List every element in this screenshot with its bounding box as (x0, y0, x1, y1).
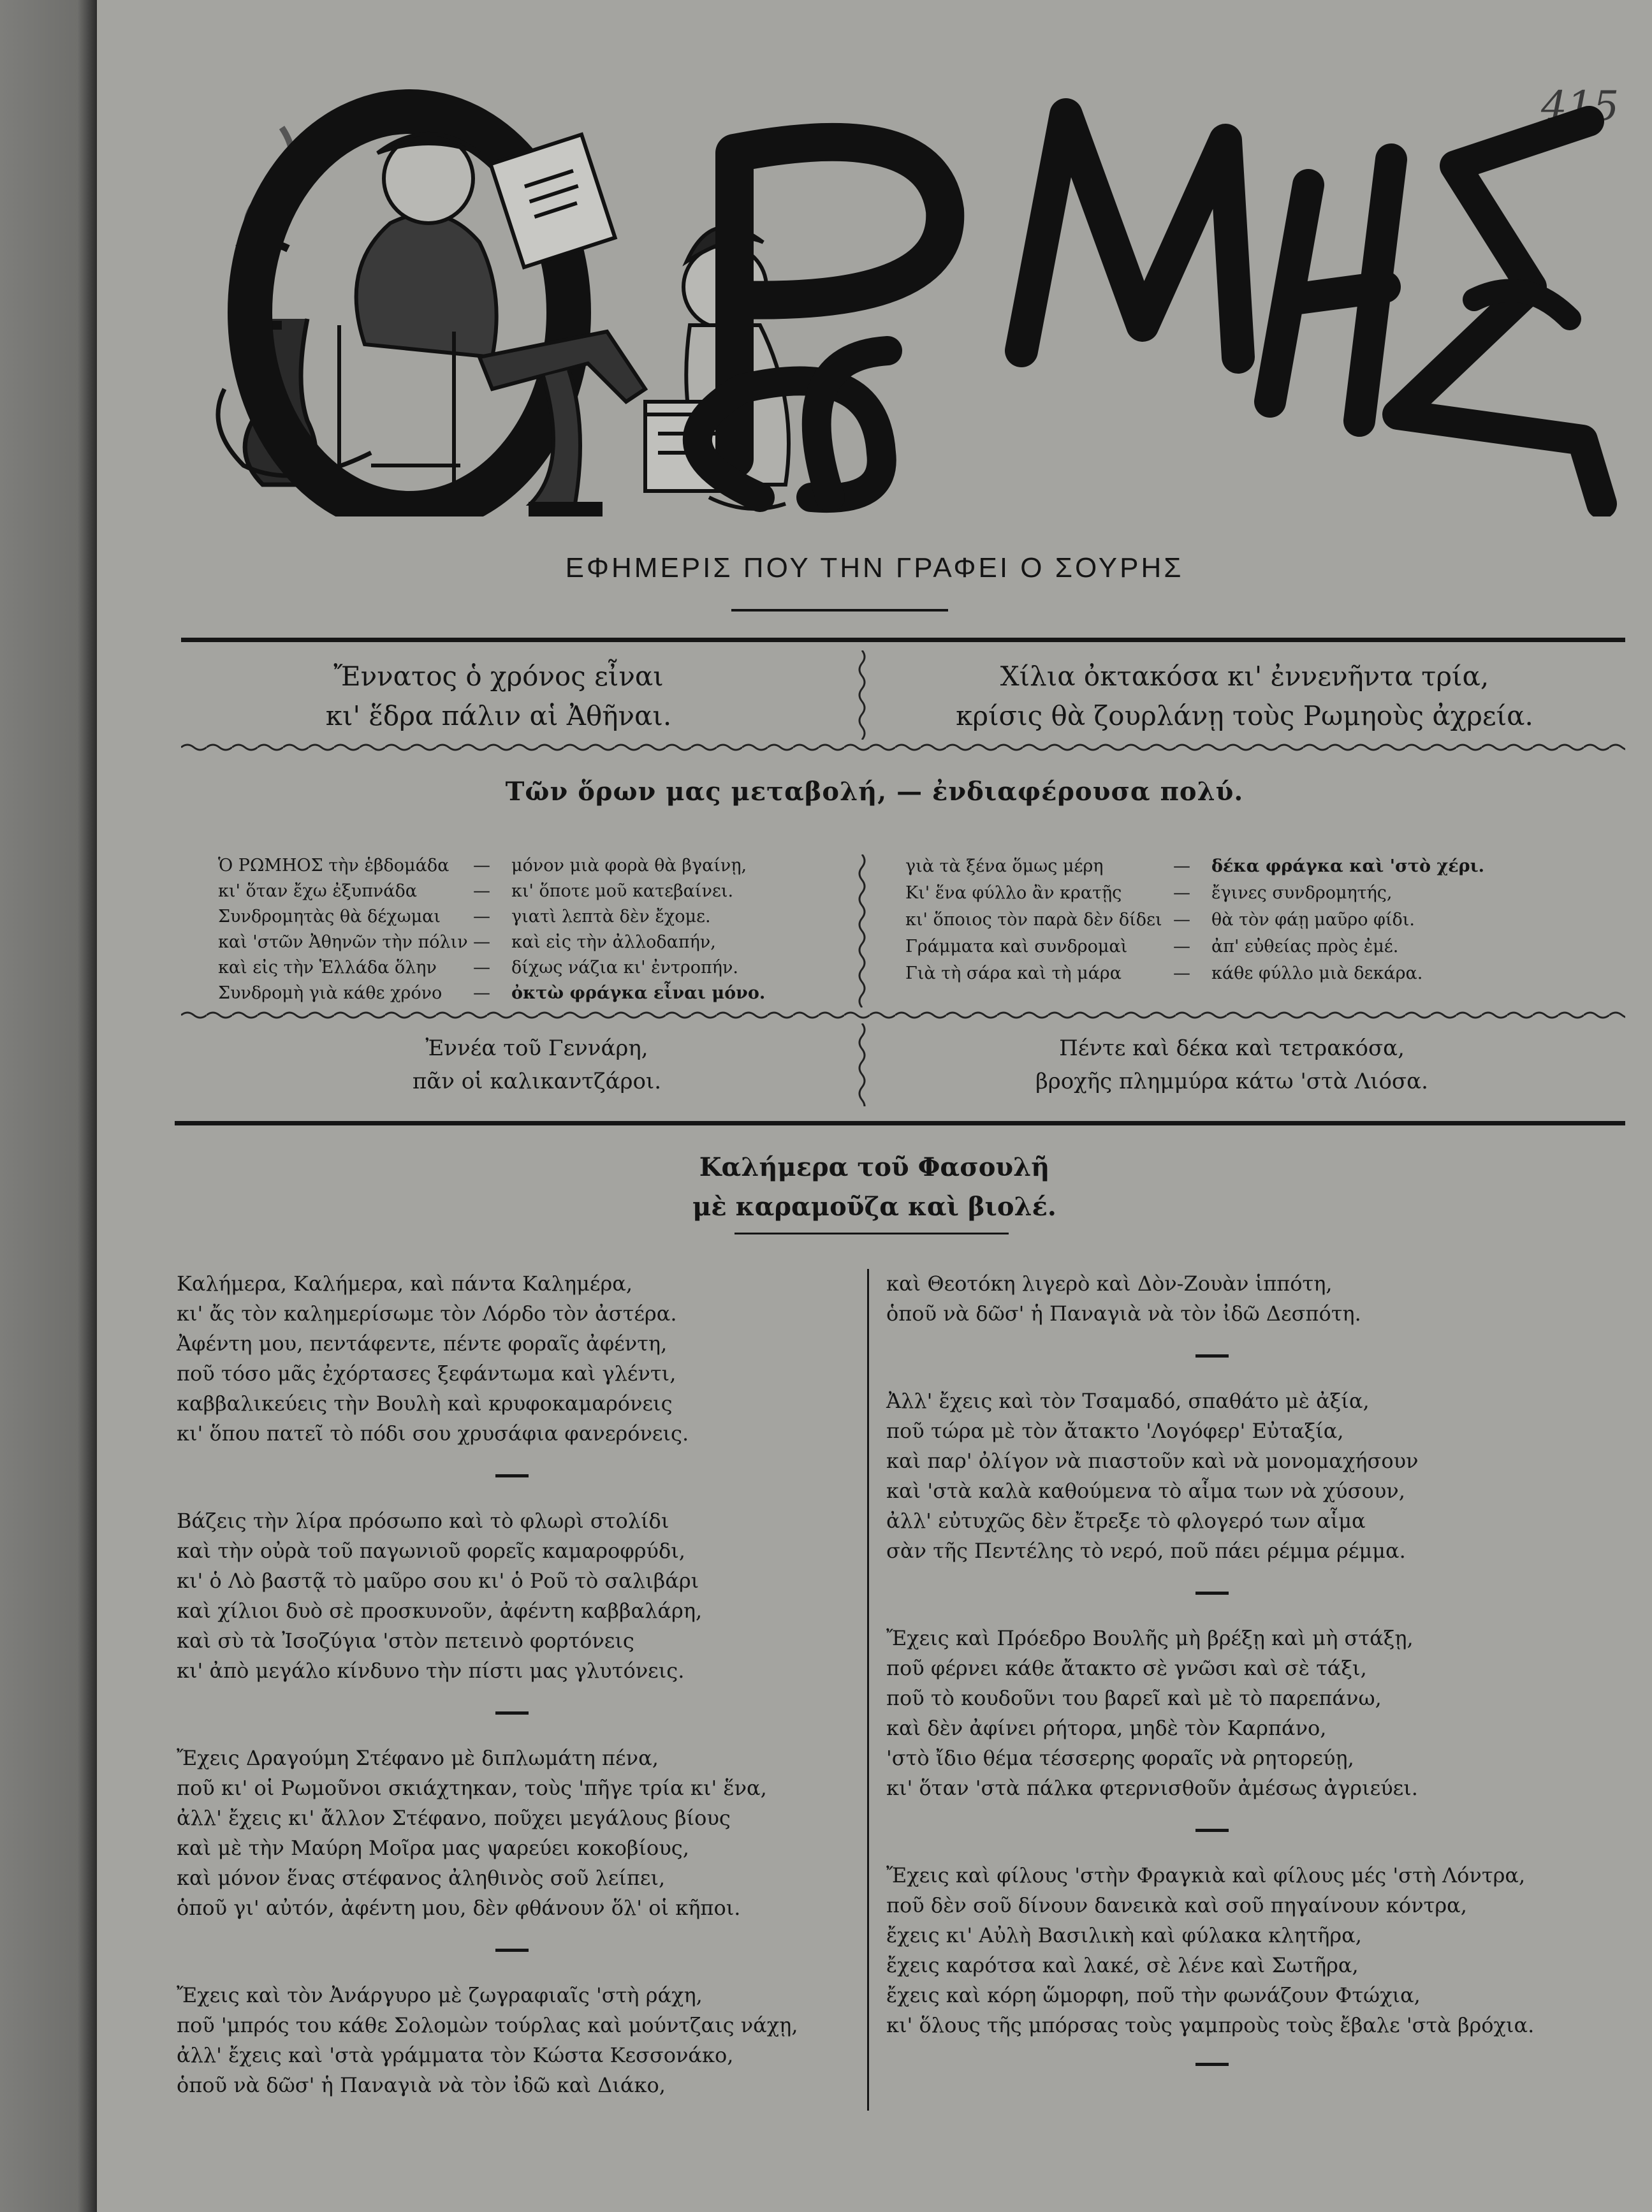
terms-right-row: Γράμματα καὶ συνδρομαὶ — ἀπ' εὐθείας πρὸς ἐμέ. (905, 937, 1399, 956)
article-column-separator (867, 1269, 869, 2111)
article-title-line-2: μὲ καραμοῦζα καὶ βιολέ. (692, 1192, 1056, 1222)
epigraph-left (237, 657, 760, 736)
terms-left-row: καὶ 'στῶν Ἀθηνῶν τὴν πόλιν — καὶ εἰς τὴν ἀλλοδαπήν, (218, 932, 716, 952)
column-divider-2 (856, 854, 868, 1007)
terms-right-row: γιὰ τὰ ξένα ὅμως μέρη — δέκα φράγκα καὶ 'στὸ χέρι. (905, 856, 1485, 876)
stanza: Ἔχεις καὶ τὸν Ἀνάργυρο μὲ ζωγραφιαῖς 'στὴ ράχη, ποῦ 'μπρός του κάθε Σολομὼν τούρλας καὶ μούντζαις νάχῃ, ἀλλ' ἔχεις καὶ 'στὰ γράμματα τὸν Κώστα Κεσσονάκο, ὁποῦ νὰ δῶσ' ἡ Παναγιὰ νὰ τὸν ἰδῶ καὶ Διάκο, (177, 1983, 798, 2097)
date-left-line-2: πᾶν οἱ καλικαντζάροι. (412, 1069, 662, 1094)
terms-right-row: Κι' ἕνα φύλλο ἂν κρατῇς — ἔγινες συνδρομητής, (905, 883, 1393, 903)
epigraph-right (888, 657, 1602, 736)
article-column-left (177, 1269, 852, 2100)
top-double-rule (181, 638, 1625, 642)
column-divider-1 (856, 650, 868, 740)
stanza: Καλήμερα, Καλήμερα, καὶ πάντα Καλημέρα, κι' ἄς τὸν καλημερίσωμε τὸν Λόρδο τὸν ἀστέρα. Ἀφέντη μου, πεντάφεντε, πέντε φοραῖς ἀφέντη, ποῦ τόσο μᾶς ἐχόρτασες ξεφάντωμα καὶ γλέντι, καββαλικεύεις τὴν Βουλὴ καὶ κρυφοκαμαρόνεις κι' ὅπου πατεῖ τὸ πόδι σου χρυσάφια φανερόνεις. (177, 1271, 689, 1446)
stanza: Ἀλλ' ἔχεις καὶ τὸν Τσαμαδό, σπαθάτο μὲ ἀξία, ποῦ τώρα μὲ τὸν ἄτακτο 'Λογόφερ' Εὐταξία, καὶ παρ' ὀλίγον νὰ πιαστοῦν καὶ νὰ μονομαχήσουν καὶ 'στὰ καλὰ καθούμενα τὸ αἷμα των νὰ χύσουν, ἀλλ' εὐτυχῶς δὲν ἔτρεξε τὸ φλογερό των αἷμα σὰν τῆς Πεντέλης τὸ νερό, ποῦ πάει ρέμμα ρέμμα. (886, 1389, 1419, 1563)
terms-left-row: κι' ὅταν ἔχω ἐξυπνάδα — κι' ὅποτε μοῦ κατεβαίνει. (218, 881, 734, 901)
wavy-rule-2 (181, 1009, 1625, 1021)
terms-right-row: κι' ὅποιος τὸν παρὰ δὲν δίδει — θὰ τὸν φάῃ μαῦρο φίδι. (905, 910, 1415, 930)
date-right-line-1: Πέντε καὶ δέκα καὶ τετρακόσα, (1059, 1036, 1405, 1061)
terms-left-row: Ὁ ΡΩΜΗΟΣ τὴν ἑβδομάδα — μόνον μιὰ φορὰ θὰ βγαίνῃ, (218, 856, 747, 875)
book-spine-shadow (0, 0, 97, 2212)
terms-heading: Τῶν ὅρων μας μεταβολή, — ἐνδιαφέρουσα πολύ. (505, 777, 1244, 807)
terms-left (218, 853, 856, 1006)
stanza: Βάζεις τὴν λίρα πρόσωπο καὶ τὸ φλωρὶ στολίδι καὶ τὴν οὐρὰ τοῦ παγωνιοῦ φορεῖς καμαροφρύδι, κι' ὁ Λὸ βαστᾷ τὸ μαῦρο σου κι' ὁ Ροῦ τὸ σαλιβάρι καὶ χίλιοι δυὸ σὲ προσκυνοῦν, ἀφέντη καββαλάρη, καὶ σὺ τὰ Ἰσοζύγια 'στὸν πετεινὸ φορτόνεις κι' ἀπὸ μεγάλο κίνδυνο τὴν πίστι μας γλυτόνεις. (177, 1509, 703, 1683)
date-right-line-2: βροχῆς πλημμύρα κάτω 'στὰ Λιόσα. (1035, 1069, 1428, 1094)
title-underline (735, 1233, 1009, 1234)
stanza-separator (886, 1566, 1619, 1623)
terms-left-row: καὶ εἰς τὴν Ἑλλάδα ὅλην — δίχως νάζια κι' ἐντροπήν. (218, 958, 738, 978)
stanza-separator (177, 1449, 852, 1506)
masthead-illustration (97, 57, 1652, 516)
title-lettering (698, 115, 1602, 504)
subtitle-divider (731, 609, 948, 612)
stanza-separator (886, 2040, 1619, 2091)
stanza: καὶ Θεοτόκη λιγερὸ καὶ Δὸν-Ζουὰν ἱππότη, ὁποῦ νὰ δῶσ' ἡ Παναγιὰ νὰ τὸν ἰδῶ Δεσπότη. (886, 1271, 1361, 1326)
stanza-separator (177, 1923, 852, 1981)
date-left-line-1: Ἐννέα τοῦ Γεννάρη, (425, 1036, 648, 1061)
epigraph-right-line-1: Χίλια ὀκτακόσα κι' ἐννενῆντα τρία, (1000, 661, 1489, 692)
epigraph-right-line-2: κρίσις θὰ ζουρλάνῃ τοὺς Ρωμηοὺς ἀχρεία. (956, 700, 1533, 731)
column-divider-3 (856, 1023, 868, 1106)
stanza-separator (177, 1686, 852, 1743)
stanza: Ἔχεις καὶ Πρόεδρο Βουλῆς μὴ βρέξῃ καὶ μὴ στάξῃ, ποῦ φέρνει κάθε ἄτακτο σὲ γνῶσι καὶ σὲ τάξι, ποῦ τὸ κουδοῦνι του βαρεῖ καὶ μὲ τὸ παρεπάνω, καὶ δὲν ἀφίνει ρήτορα, μηδὲ τὸν Καρπάνο, 'στὸ ἴδιο θέμα τέσσερης φοραῖς νὰ ρητορεύῃ, κι' ὅταν 'στὰ πάλκα φτερνισθοῦν ἀμέσως ἀγριεύει. (886, 1626, 1418, 1800)
terms-left-row: Συνδρομητὰς θὰ δέχωμαι — γιατὶ λεπτὰ δὲν ἔχομε. (218, 907, 711, 927)
terms-right (905, 853, 1607, 987)
page-number: 415 (1541, 83, 1619, 130)
stanza: Ἔχεις καὶ φίλους 'στὴν Φραγκιὰ καὶ φίλους μές 'στὴ Λόντρα, ποῦ δὲν σοῦ δίνουν δανεικὰ καὶ σοῦ πηγαίνουν κόντρα, ἔχεις κι' Αὐλὴ Βασιλικὴ καὶ φύλακα κλητῆρα, ἔχεις καρότσα καὶ λακέ, σὲ λένε καὶ Σωτῆρα, ἔχεις καὶ κόρη ὥμορφη, ποῦ τὴν φωνάζουν Φτώχια, κι' ὅλους τῆς μπόρσας τοὺς γαμπροὺς τοὺς ἔβαλε 'στὰ βρόχια. (886, 1863, 1535, 2037)
masthead (97, 57, 1652, 516)
newspaper-page (97, 0, 1652, 2212)
article-title (97, 1148, 1652, 1227)
wavy-rule-1 (181, 742, 1625, 753)
epigraph-left-line-2: κι' ἕδρα πάλιν αἱ Ἀθῆναι. (325, 700, 672, 731)
terms-left-row: Συνδρομὴ γιὰ κάθε χρόνο — ὀκτὼ φράγκα εἶναι μόνο. (218, 983, 766, 1003)
section-rule (175, 1121, 1625, 1125)
date-right (945, 1032, 1519, 1098)
stanza: Ἔχεις Δραγούμη Στέφανο μὲ διπλωμάτη πένα, ποῦ κι' οἱ Ρωμοῦνοι σκιάχτηκαν, τοὺς 'πῆγε τρία κι' ἕνα, ἀλλ' ἔχεις κι' ἄλλον Στέφανο, ποῦχει μεγάλους βίους καὶ μὲ τὴν Μαύρη Μοῖρα μας ψαρεύει κοκοβίους, καὶ μόνον ἕνας στέφανος ἀληθινὸς σοῦ λείπει, ὁποῦ γι' αὐτόν, ἀφέντη μου, δὲν φθάνουν ὅλ' οἱ κῆποι. (177, 1746, 767, 1920)
stanza-separator (886, 1803, 1619, 1861)
article-title-line-1: Καλήμερα τοῦ Φασουλῆ (699, 1152, 1050, 1182)
epigraph-left-line-1: Ἔννατος ὁ χρόνος εἶναι (333, 661, 664, 692)
masthead-subtitle: ΕΦΗΜΕΡΙΣ ΠΟΥ ΤΗΝ ΓΡΑΦΕΙ Ο ΣΟΥΡΗΣ (565, 552, 1184, 583)
article-column-right (886, 1269, 1619, 2091)
terms-right-row: Γιὰ τὴ σάρα καὶ τὴ μάρα — κάθε φύλλο μιὰ δεκάρα. (905, 963, 1423, 983)
stanza-separator (886, 1329, 1619, 1386)
date-left (282, 1032, 792, 1098)
